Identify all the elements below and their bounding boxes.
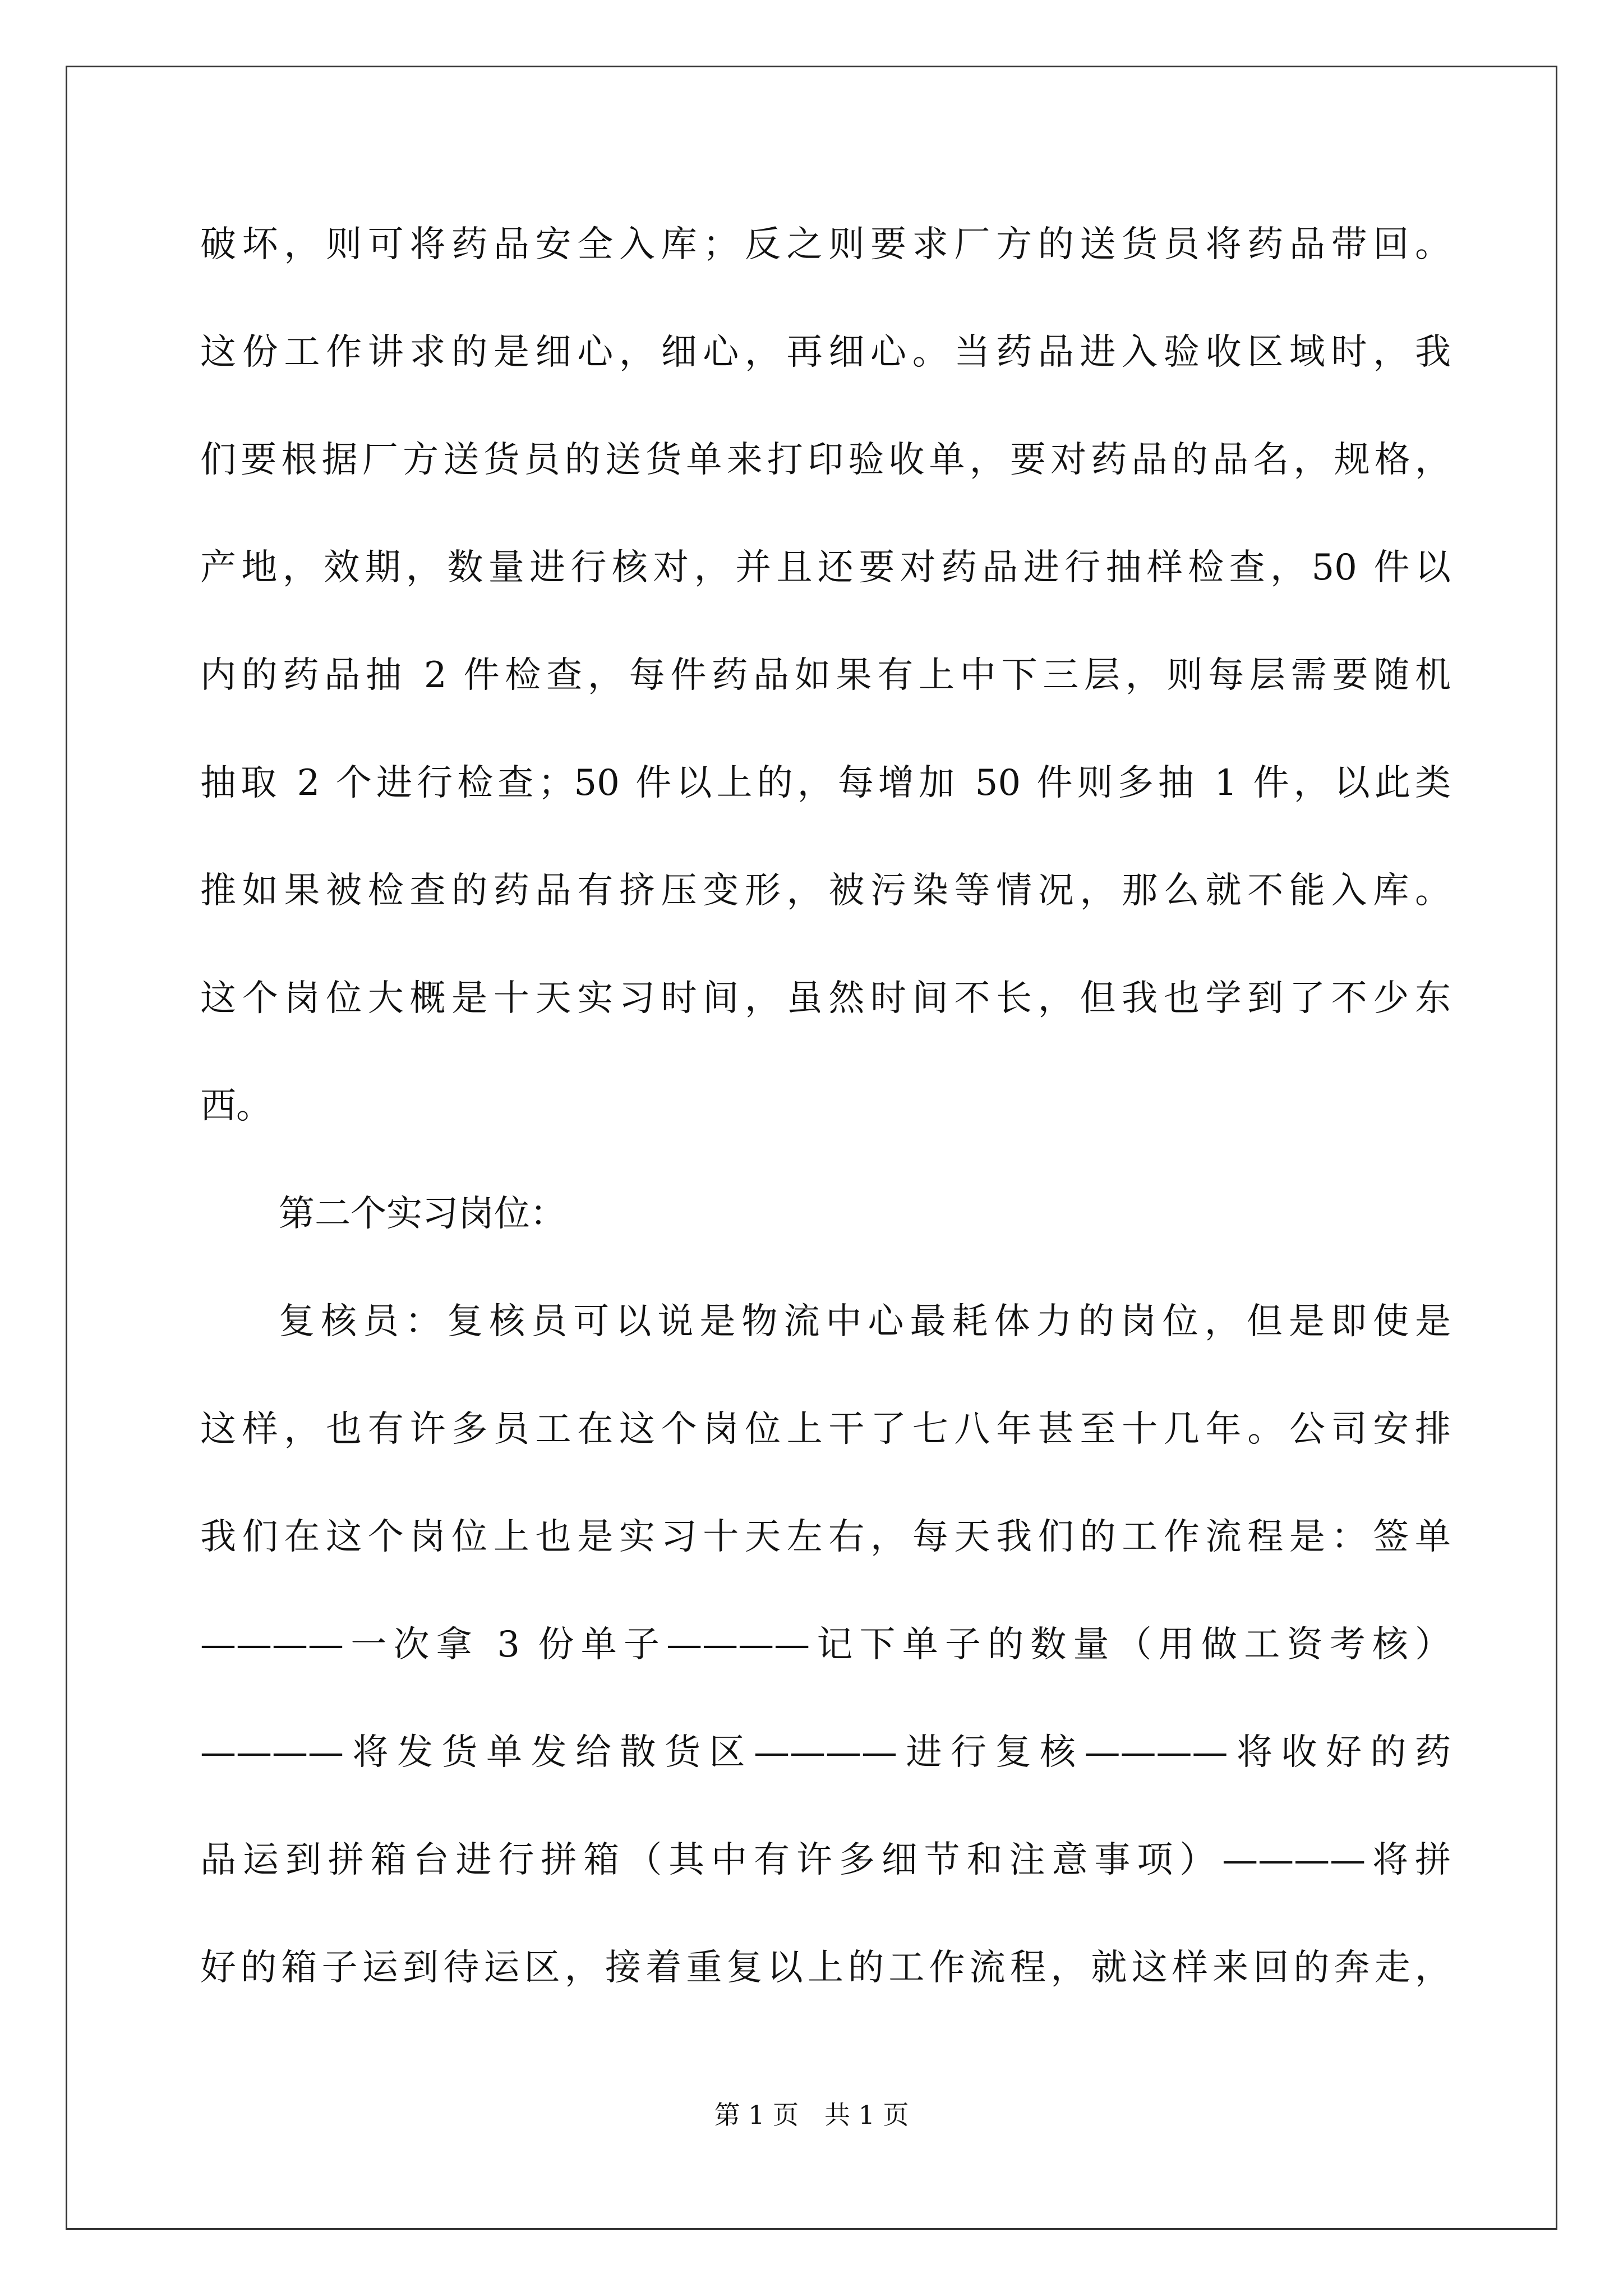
page-number-footer: 第 1 页 共 1 页 bbox=[714, 2100, 909, 2130]
text-line: 内的药品抽 2 件检查，每件药品如果有上中下三层，则每层需要随机 bbox=[200, 655, 1451, 696]
text-line: 这份工作讲求的是细心，细心，再细心。当药品进入验收区域时，我 bbox=[200, 332, 1451, 373]
text-line: 我们在这个岗位上也是实习十天左右，每天我们的工作流程是：签单 bbox=[200, 1516, 1451, 1558]
text-line: 品运到拼箱台进行拼箱（其中有许多细节和注意事项）————将拼 bbox=[200, 1839, 1451, 1881]
section-heading: 第二个实习岗位： bbox=[279, 1193, 566, 1235]
text-line: 西。 bbox=[200, 1085, 272, 1127]
text-line: ————将发货单发给散货区————进行复核————将收好的药 bbox=[200, 1732, 1451, 1773]
text-line: 好的箱子运到待运区，接着重复以上的工作流程，就这样来回的奔走， bbox=[200, 1947, 1451, 1989]
text-line: 破坏，则可将药品安全入库；反之则要求厂方的送货员将药品带回。 bbox=[200, 224, 1451, 265]
document-body bbox=[200, 191, 1451, 2022]
text-line: 推如果被检查的药品有挤压变形，被污染等情况，那么就不能入库。 bbox=[200, 870, 1451, 912]
text-line: 复核员：复核员可以说是物流中心最耗体力的岗位，但是即使是 bbox=[279, 1301, 1451, 1342]
text-line: 抽取 2 个进行检查；50 件以上的，每增加 50 件则多抽 1 件，以此类 bbox=[200, 762, 1451, 804]
text-line: 这样，也有许多员工在这个岗位上干了七八年甚至十几年。公司安排 bbox=[200, 1409, 1451, 1450]
text-line: ————一次拿 3 份单子————记下单子的数量（用做工资考核） bbox=[200, 1624, 1451, 1665]
text-line: 产地，效期，数量进行核对，并且还要对药品进行抽样检查，50 件以 bbox=[200, 547, 1451, 588]
text-line: 这个岗位大概是十天实习时间，虽然时间不长，但我也学到了不少东 bbox=[200, 978, 1451, 1019]
text-line: 们要根据厂方送货员的送货单来打印验收单，要对药品的品名，规格， bbox=[200, 439, 1451, 481]
